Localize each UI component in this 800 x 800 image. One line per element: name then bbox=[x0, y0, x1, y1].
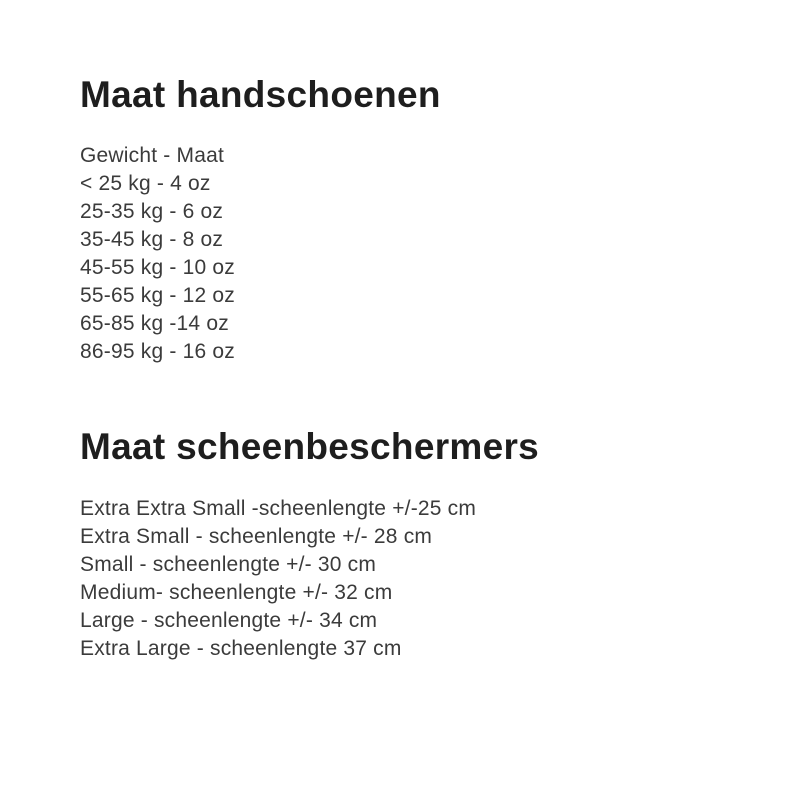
size-line: 45-55 kg - 10 oz bbox=[80, 256, 235, 280]
section-title: Maat scheenbeschermers bbox=[80, 426, 540, 468]
size-line: 25-35 kg - 6 oz bbox=[80, 200, 224, 224]
size-line: 55-65 kg - 12 oz bbox=[80, 284, 235, 308]
size-line: Extra Small - scheenlengte +/- 28 cm bbox=[80, 524, 433, 548]
size-line: 65-85 kg -14 oz bbox=[80, 312, 229, 336]
size-section bbox=[80, 424, 740, 662]
size-list bbox=[80, 495, 740, 663]
size-section bbox=[80, 72, 740, 366]
size-line: Extra Extra Small -scheenlengte +/-25 cm bbox=[80, 496, 477, 520]
size-guide-sections bbox=[80, 72, 740, 663]
size-line: 86-95 kg - 16 oz bbox=[80, 340, 235, 364]
section-title: Maat handschoenen bbox=[80, 74, 441, 115]
size-line: 35-45 kg - 8 oz bbox=[80, 228, 224, 252]
size-line: Extra Large - scheenlengte 37 cm bbox=[80, 636, 402, 660]
size-line: Small - scheenlengte +/- 30 cm bbox=[80, 552, 377, 576]
size-line: < 25 kg - 4 oz bbox=[80, 172, 211, 196]
size-line: Gewicht - Maat bbox=[80, 144, 225, 168]
size-list bbox=[80, 142, 740, 366]
size-line: Medium- scheenlengte +/- 32 cm bbox=[80, 580, 393, 604]
size-line: Large - scheenlengte +/- 34 cm bbox=[80, 608, 378, 632]
